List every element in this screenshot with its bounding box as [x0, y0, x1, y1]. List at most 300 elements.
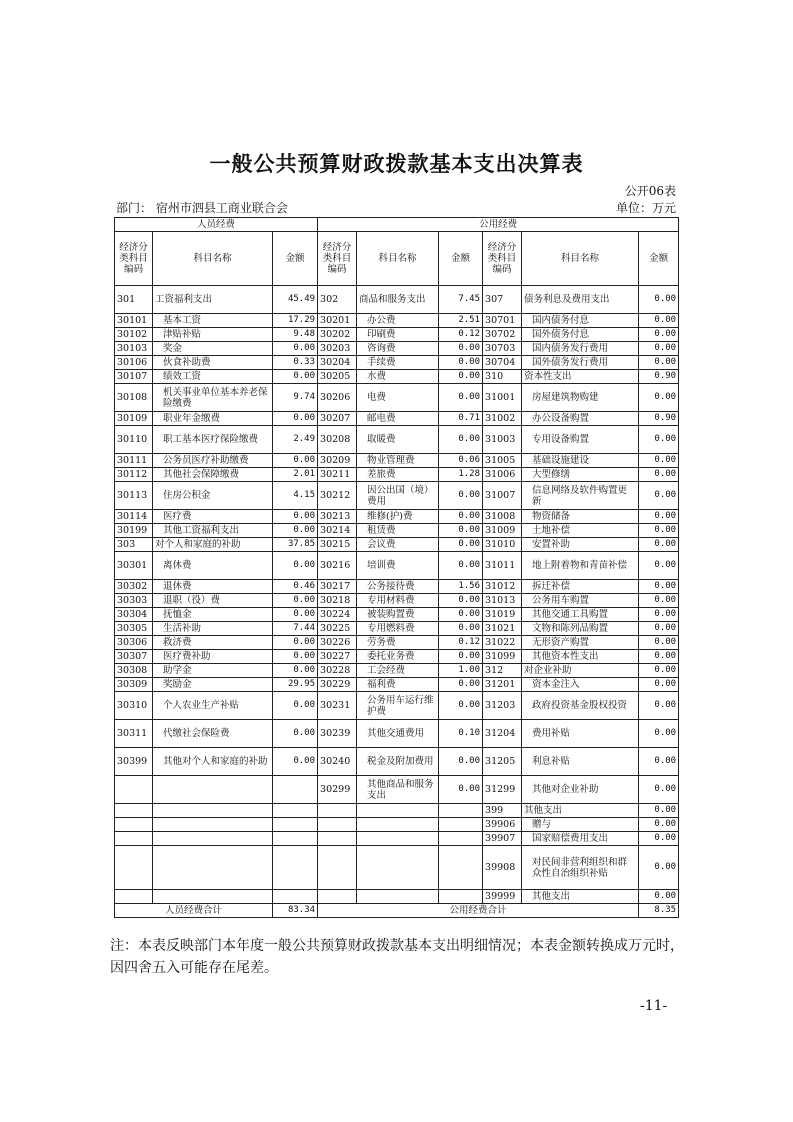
table-row [115, 748, 679, 776]
other-amount: 0.00 [639, 846, 679, 890]
public-amount: 0.00 [439, 524, 483, 538]
other-name: 其他支出 [522, 804, 639, 818]
col-code: 经济分类科目编码 [115, 232, 153, 286]
public-code: 30225 [318, 622, 357, 636]
page-title: 一般公共预算财政拨款基本支出决算表 [209, 151, 584, 176]
public-code: 30239 [318, 720, 357, 748]
group-personnel: 人员经费 [115, 218, 318, 232]
personnel-name: 救济费 [153, 636, 273, 650]
other-code: 31009 [483, 524, 522, 538]
public-name: 公务用车运行维护费 [357, 692, 439, 720]
personnel-name: 对个人和家庭的补助 [153, 538, 273, 552]
public-name: 电费 [357, 384, 439, 412]
other-code: 30701 [483, 314, 522, 328]
public-code: 30202 [318, 328, 357, 342]
table-row [115, 678, 679, 692]
public-amount: 0.00 [439, 552, 483, 580]
other-code: 31013 [483, 594, 522, 608]
personnel-name: 离休费 [153, 552, 273, 580]
public-name: 培训费 [357, 552, 439, 580]
column-header-row [115, 232, 679, 286]
table-row [115, 594, 679, 608]
other-name: 办公设备购置 [522, 412, 639, 426]
personnel-code: 30302 [115, 580, 153, 594]
personnel-code [115, 890, 153, 904]
personnel-code: 30308 [115, 664, 153, 678]
other-code: 31019 [483, 608, 522, 622]
personnel-code: 30109 [115, 412, 153, 426]
public-code: 30229 [318, 678, 357, 692]
footnote: 注：本表反映部门本年度一般公共预算财政拨款基本支出明细情况；本表金额转换成万元时，因四舍五入可能存在尾差。 [110, 938, 684, 976]
other-name: 对企业补助 [522, 664, 639, 678]
personnel-name: 工资福利支出 [153, 286, 273, 314]
personnel-name [153, 890, 273, 904]
public-amount: 0.00 [439, 356, 483, 370]
public-name: 其他交通费用 [357, 720, 439, 748]
personnel-total-label: 人员经费合计 [115, 904, 273, 918]
public-amount: 0.00 [439, 608, 483, 622]
personnel-code: 30106 [115, 356, 153, 370]
other-name: 对民间非营利组织和群众性自治组织补贴 [522, 846, 639, 890]
other-name: 其他支出 [522, 890, 639, 904]
public-code: 30201 [318, 314, 357, 328]
other-code: 31012 [483, 580, 522, 594]
other-amount: 0.00 [639, 720, 679, 748]
public-code [318, 832, 357, 846]
other-amount: 0.00 [639, 286, 679, 314]
personnel-amount [273, 818, 318, 832]
personnel-code [115, 832, 153, 846]
public-name: 工会经费 [357, 664, 439, 678]
public-name: 福利费 [357, 678, 439, 692]
public-amount [439, 818, 483, 832]
other-code: 39999 [483, 890, 522, 904]
table-row [115, 720, 679, 748]
other-amount: 0.90 [639, 370, 679, 384]
personnel-code: 30305 [115, 622, 153, 636]
other-code: 31021 [483, 622, 522, 636]
other-name: 其他交通工具购置 [522, 608, 639, 622]
table-row [115, 776, 679, 804]
personnel-amount: 0.00 [273, 650, 318, 664]
personnel-amount: 2.01 [273, 468, 318, 482]
public-code [318, 818, 357, 832]
other-name: 赠与 [522, 818, 639, 832]
table-row [115, 342, 679, 356]
public-amount: 0.00 [439, 650, 483, 664]
col-code: 经济分类科目编码 [318, 232, 357, 286]
public-name: 水费 [357, 370, 439, 384]
personnel-amount: 0.00 [273, 720, 318, 748]
personnel-code: 30107 [115, 370, 153, 384]
public-name [357, 832, 439, 846]
personnel-name: 退休费 [153, 580, 273, 594]
table-row [115, 692, 679, 720]
other-amount: 0.00 [639, 454, 679, 468]
other-amount: 0.00 [639, 426, 679, 454]
personnel-amount: 2.49 [273, 426, 318, 454]
other-name: 利息补贴 [522, 748, 639, 776]
personnel-code: 30103 [115, 342, 153, 356]
personnel-amount: 4.15 [273, 482, 318, 510]
col-code: 经济分类科目编码 [483, 232, 522, 286]
other-name: 安置补助 [522, 538, 639, 552]
table-row [115, 286, 679, 314]
personnel-code: 30309 [115, 678, 153, 692]
public-name: 租赁费 [357, 524, 439, 538]
col-amount: 金额 [273, 232, 318, 286]
other-amount: 0.00 [639, 650, 679, 664]
public-amount: 0.00 [439, 342, 483, 356]
table-row [115, 468, 679, 482]
table-row [115, 650, 679, 664]
personnel-name: 奖金 [153, 342, 273, 356]
table-row [115, 580, 679, 594]
personnel-amount [273, 890, 318, 904]
personnel-name [153, 818, 273, 832]
public-name: 被装购置费 [357, 608, 439, 622]
public-code: 30240 [318, 748, 357, 776]
other-code: 31204 [483, 720, 522, 748]
personnel-code: 30301 [115, 552, 153, 580]
public-code: 30208 [318, 426, 357, 454]
other-code: 31205 [483, 748, 522, 776]
public-amount: 0.00 [439, 776, 483, 804]
public-amount: 0.00 [439, 510, 483, 524]
personnel-code: 30310 [115, 692, 153, 720]
other-amount: 0.00 [639, 748, 679, 776]
personnel-name: 代缴社会保险费 [153, 720, 273, 748]
public-amount [439, 832, 483, 846]
table-row [115, 426, 679, 454]
public-name: 办公费 [357, 314, 439, 328]
personnel-amount: 45.49 [273, 286, 318, 314]
public-name: 劳务费 [357, 636, 439, 650]
public-amount: 0.00 [439, 426, 483, 454]
other-name: 国外债务付息 [522, 328, 639, 342]
public-name: 税金及附加费用 [357, 748, 439, 776]
public-name: 物业管理费 [357, 454, 439, 468]
personnel-name: 基本工资 [153, 314, 273, 328]
other-code: 31201 [483, 678, 522, 692]
personnel-code: 30304 [115, 608, 153, 622]
personnel-amount: 9.48 [273, 328, 318, 342]
personnel-name: 其他工资福利支出 [153, 524, 273, 538]
personnel-amount: 0.00 [273, 524, 318, 538]
personnel-amount: 0.00 [273, 636, 318, 650]
personnel-amount: 29.95 [273, 678, 318, 692]
public-code: 30228 [318, 664, 357, 678]
other-name: 国内债务付息 [522, 314, 639, 328]
other-amount: 0.00 [639, 580, 679, 594]
table-row [115, 552, 679, 580]
personnel-name: 抚恤金 [153, 608, 273, 622]
other-code: 312 [483, 664, 522, 678]
public-code: 30299 [318, 776, 357, 804]
personnel-amount: 0.46 [273, 580, 318, 594]
table-row [115, 412, 679, 426]
public-name: 印刷费 [357, 328, 439, 342]
other-amount: 0.00 [639, 552, 679, 580]
personnel-amount: 0.00 [273, 608, 318, 622]
personnel-name: 退职（役）费 [153, 594, 273, 608]
public-amount: 0.12 [439, 636, 483, 650]
personnel-code: 30114 [115, 510, 153, 524]
personnel-code [115, 818, 153, 832]
other-amount: 0.00 [639, 776, 679, 804]
other-name: 公务用车购置 [522, 594, 639, 608]
public-code: 30231 [318, 692, 357, 720]
other-code: 31003 [483, 426, 522, 454]
other-name: 信息网络及软件购置更新 [522, 482, 639, 510]
public-name: 公务接待费 [357, 580, 439, 594]
other-name: 债务利息及费用支出 [522, 286, 639, 314]
public-amount: 0.12 [439, 328, 483, 342]
personnel-code: 30307 [115, 650, 153, 664]
table-row [115, 608, 679, 622]
other-code: 39906 [483, 818, 522, 832]
col-name: 科目名称 [153, 232, 273, 286]
totals-row [115, 904, 679, 918]
other-name: 房屋建筑物购建 [522, 384, 639, 412]
other-name: 国家赔偿费用支出 [522, 832, 639, 846]
table-row [115, 622, 679, 636]
public-name [357, 804, 439, 818]
personnel-code: 301 [115, 286, 153, 314]
public-code [318, 804, 357, 818]
col-name: 科目名称 [522, 232, 639, 286]
other-amount: 0.00 [639, 328, 679, 342]
public-amount: 0.00 [439, 482, 483, 510]
table-row [115, 832, 679, 846]
personnel-amount: 17.29 [273, 314, 318, 328]
public-code: 30203 [318, 342, 357, 356]
department-label: 部门： 宿州市泗县工商业联合会 [116, 201, 288, 215]
form-number: 公开06表 [624, 184, 676, 198]
other-code: 31006 [483, 468, 522, 482]
table-row [115, 356, 679, 370]
personnel-name: 伙食补助费 [153, 356, 273, 370]
public-code: 302 [318, 286, 357, 314]
personnel-code: 30102 [115, 328, 153, 342]
other-amount: 0.00 [639, 692, 679, 720]
table-row [115, 510, 679, 524]
public-code: 30213 [318, 510, 357, 524]
other-name: 土地补偿 [522, 524, 639, 538]
personnel-code [115, 846, 153, 890]
other-amount: 0.00 [639, 314, 679, 328]
table-row [115, 818, 679, 832]
other-code: 310 [483, 370, 522, 384]
public-amount: 0.10 [439, 720, 483, 748]
table-row [115, 804, 679, 818]
public-code: 30204 [318, 356, 357, 370]
personnel-total-value: 83.34 [273, 904, 318, 918]
expenditure-table [114, 217, 679, 918]
personnel-name: 其他对个人和家庭的补助 [153, 748, 273, 776]
personnel-name: 津贴补贴 [153, 328, 273, 342]
personnel-code [115, 804, 153, 818]
public-amount: 0.00 [439, 384, 483, 412]
personnel-amount: 0.00 [273, 510, 318, 524]
other-amount: 0.00 [639, 678, 679, 692]
other-code: 399 [483, 804, 522, 818]
public-amount: 0.00 [439, 692, 483, 720]
public-amount: 0.00 [439, 678, 483, 692]
personnel-amount: 0.00 [273, 342, 318, 356]
other-code: 31007 [483, 482, 522, 510]
table-row [115, 454, 679, 468]
other-amount: 0.00 [639, 608, 679, 622]
public-amount: 7.45 [439, 286, 483, 314]
other-amount: 0.00 [639, 594, 679, 608]
personnel-code: 30111 [115, 454, 153, 468]
public-total-value: 8.35 [639, 904, 679, 918]
public-name: 差旅费 [357, 468, 439, 482]
table-row [115, 890, 679, 904]
public-code: 30211 [318, 468, 357, 482]
public-amount: 0.06 [439, 454, 483, 468]
personnel-code: 30399 [115, 748, 153, 776]
public-name: 委托业务费 [357, 650, 439, 664]
public-amount: 0.00 [439, 748, 483, 776]
personnel-name: 住房公积金 [153, 482, 273, 510]
other-code: 31299 [483, 776, 522, 804]
personnel-amount [273, 776, 318, 804]
col-amount: 金额 [439, 232, 483, 286]
personnel-name: 生活补助 [153, 622, 273, 636]
personnel-name: 医疗费 [153, 510, 273, 524]
personnel-amount: 9.74 [273, 384, 318, 412]
personnel-name [153, 832, 273, 846]
other-code: 31001 [483, 384, 522, 412]
public-name: 因公出国（境）费用 [357, 482, 439, 510]
public-name: 咨询费 [357, 342, 439, 356]
public-name: 专用燃料费 [357, 622, 439, 636]
personnel-amount: 0.00 [273, 412, 318, 426]
table-row [115, 636, 679, 650]
table-row [115, 370, 679, 384]
other-code: 307 [483, 286, 522, 314]
other-amount: 0.00 [639, 636, 679, 650]
public-code: 30224 [318, 608, 357, 622]
personnel-amount: 37.85 [273, 538, 318, 552]
other-amount: 0.00 [639, 622, 679, 636]
public-code: 30212 [318, 482, 357, 510]
public-code: 30207 [318, 412, 357, 426]
public-code [318, 846, 357, 890]
public-amount [439, 804, 483, 818]
personnel-code: 30110 [115, 426, 153, 454]
public-code: 30205 [318, 370, 357, 384]
other-amount: 0.00 [639, 482, 679, 510]
public-amount: 0.00 [439, 594, 483, 608]
public-amount: 1.28 [439, 468, 483, 482]
other-name: 国外债务发行费用 [522, 356, 639, 370]
public-code: 30215 [318, 538, 357, 552]
table-row [115, 538, 679, 552]
public-name [357, 818, 439, 832]
public-amount: 0.00 [439, 538, 483, 552]
other-amount: 0.00 [639, 832, 679, 846]
other-code: 31022 [483, 636, 522, 650]
table-row [115, 482, 679, 510]
other-name: 其他资本性支出 [522, 650, 639, 664]
table-row [115, 524, 679, 538]
public-code [318, 890, 357, 904]
public-code: 30217 [318, 580, 357, 594]
personnel-name: 绩效工资 [153, 370, 273, 384]
other-amount: 0.00 [639, 818, 679, 832]
public-name: 其他商品和服务支出 [357, 776, 439, 804]
other-amount: 0.00 [639, 510, 679, 524]
public-name: 会议费 [357, 538, 439, 552]
group-header-row [115, 218, 679, 232]
col-amount: 金额 [639, 232, 679, 286]
table-row [115, 846, 679, 890]
public-name: 取暖费 [357, 426, 439, 454]
public-amount: 0.71 [439, 412, 483, 426]
page-number: -11- [640, 998, 668, 1014]
other-code: 30704 [483, 356, 522, 370]
personnel-name: 机关事业单位基本养老保险缴费 [153, 384, 273, 412]
public-name: 专用材料费 [357, 594, 439, 608]
other-code: 39908 [483, 846, 522, 890]
other-code: 31005 [483, 454, 522, 468]
personnel-amount: 0.33 [273, 356, 318, 370]
public-name: 手续费 [357, 356, 439, 370]
other-code: 31002 [483, 412, 522, 426]
personnel-code: 30112 [115, 468, 153, 482]
other-name: 政府投资基金股权投资 [522, 692, 639, 720]
col-name: 科目名称 [357, 232, 439, 286]
personnel-code: 303 [115, 538, 153, 552]
public-amount: 0.00 [439, 370, 483, 384]
personnel-name: 职业年金缴费 [153, 412, 273, 426]
table-row [115, 664, 679, 678]
personnel-name [153, 804, 273, 818]
personnel-name: 个人农业生产补贴 [153, 692, 273, 720]
other-amount: 0.00 [639, 524, 679, 538]
public-code: 30214 [318, 524, 357, 538]
personnel-name: 公务员医疗补助缴费 [153, 454, 273, 468]
other-code: 30702 [483, 328, 522, 342]
unit-label: 单位：万元 [615, 201, 676, 215]
personnel-name [153, 846, 273, 890]
personnel-code: 30311 [115, 720, 153, 748]
other-name: 基础设施建设 [522, 454, 639, 468]
table-row [115, 328, 679, 342]
public-code: 30206 [318, 384, 357, 412]
personnel-name: 其他社会保障缴费 [153, 468, 273, 482]
other-name: 资本性支出 [522, 370, 639, 384]
personnel-amount [273, 832, 318, 846]
public-amount: 1.56 [439, 580, 483, 594]
personnel-name: 医疗费补助 [153, 650, 273, 664]
personnel-code [115, 776, 153, 804]
other-name: 国内债务发行费用 [522, 342, 639, 356]
other-code: 31011 [483, 552, 522, 580]
other-name: 大型修缮 [522, 468, 639, 482]
other-name: 资本金注入 [522, 678, 639, 692]
public-code: 30218 [318, 594, 357, 608]
personnel-amount: 0.00 [273, 692, 318, 720]
other-name: 拆迁补偿 [522, 580, 639, 594]
other-code: 30703 [483, 342, 522, 356]
public-name: 商品和服务支出 [357, 286, 439, 314]
other-code: 31099 [483, 650, 522, 664]
other-amount: 0.00 [639, 890, 679, 904]
